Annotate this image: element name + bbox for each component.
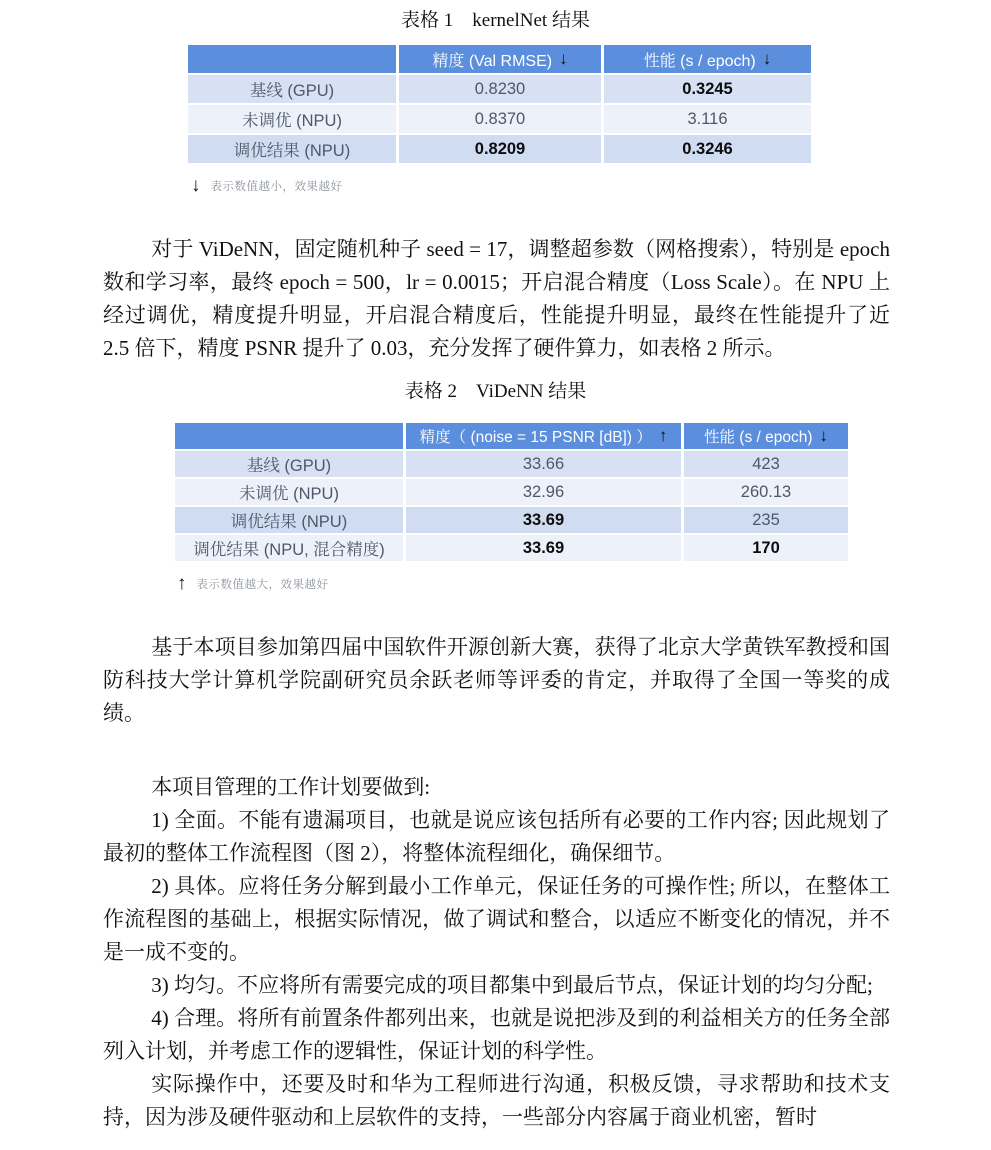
- performance-value: 3.116: [604, 105, 811, 133]
- list-item-specific: 2) 具体。应将任务分解到最小工作单元，保证任务的可操作性; 所以，在整体工作流程图的基础上，根据实际情况，做了调试和整合，以适应不断变化的情况，并不是一成不变的。: [103, 874, 890, 964]
- table2-footnote: [177, 574, 991, 593]
- table2-header-row: [175, 423, 991, 449]
- paragraph-competition-award: 基于本项目参加第四届中国软件开源创新大赛，获得了北京大学黄铁军教授和国防科技大学计算机学院副研究员余跃老师等评委的肯定，并取得了全国一等奖的成绩。: [103, 635, 890, 725]
- table1-caption: 表格 1 kernelNet 结果: [401, 10, 590, 31]
- row-label: 基线 (GPU): [175, 451, 403, 477]
- table1-header-accuracy-cell: [399, 45, 601, 73]
- paragraph-videnn-tuning: 对于 ViDeNN，固定随机种子 seed = 17，调整超参数（网格搜索），特别是 epoch 数和学习率，最终 epoch = 500，lr = 0.0015；开启混合精度（Loss Scale）。在 NPU 上经过调优，精度提升明显，开启混合精度后，性能提升明显，最终在性能提升了近 2.5 倍下，精度 PSNR 提升了 0.03，充分发挥了硬件算力，如表格 2 所示。: [103, 237, 890, 360]
- down-arrow-icon: ↓: [762, 49, 772, 68]
- row-label: 调优结果 (NPU): [188, 135, 396, 163]
- row-label: 基线 (GPU): [188, 75, 396, 103]
- paragraph-plan-heading: 本项目管理的工作计划要做到:: [151, 775, 431, 799]
- accuracy-value: 0.8370: [399, 105, 601, 133]
- performance-value: 170: [684, 535, 848, 561]
- list-item-reasonable: 4) 合理。将所有前置条件都列出来，也就是说把涉及到的利益相关方的任务全部列入计划，并考虑工作的逻辑性，保证计划的科学性。: [103, 1006, 890, 1063]
- table1-header-performance-cell: [604, 45, 811, 73]
- table-row: [175, 535, 991, 561]
- up-arrow-icon: ↑: [658, 426, 668, 445]
- table-row: [188, 135, 991, 163]
- down-arrow-icon: ↓: [191, 175, 201, 196]
- list-item-comprehensive: 1) 全面。不能有遗漏项目，也就是说应该包括所有必要的工作内容; 因此规划了最初的整体工作流程图（图 2），将整体流程细化，确保细节。: [103, 808, 890, 865]
- table1: [188, 45, 991, 163]
- table2-header-accuracy-label: 精度（ (noise = 15 PSNR [dB]) ）: [419, 429, 652, 446]
- table1-header-performance-label: 性能 (s / epoch): [643, 52, 756, 70]
- table1-header-accuracy-label: 精度 (Val RMSE): [432, 52, 553, 70]
- performance-value: 423: [684, 451, 848, 477]
- performance-value: 0.3246: [604, 135, 811, 163]
- accuracy-value: 33.69: [406, 507, 681, 533]
- down-arrow-icon: ↓: [819, 426, 829, 445]
- row-label: 调优结果 (NPU, 混合精度): [175, 535, 403, 561]
- table1-header-row: [188, 45, 991, 73]
- table2-header-performance-cell: [684, 423, 848, 449]
- table-row: [188, 105, 991, 133]
- table2-header-performance-label: 性能 (s / epoch): [703, 429, 813, 446]
- paragraph-practical-operation: 实际操作中，还要及时和华为工程师进行沟通，积极反馈，寻求帮助和技术支持，因为涉及硬件驱动和上层软件的支持，一些部分内容属于商业机密，暂时: [103, 1072, 890, 1129]
- table-row: [175, 451, 991, 477]
- table2: [175, 423, 991, 561]
- down-arrow-icon: ↓: [559, 49, 568, 68]
- performance-value: 260.13: [684, 479, 848, 505]
- table-row: [175, 479, 991, 505]
- table-row: [188, 75, 991, 103]
- accuracy-value: 33.66: [406, 451, 681, 477]
- table-row: [175, 507, 991, 533]
- accuracy-value: 0.8230: [399, 75, 601, 103]
- row-label: 未调优 (NPU): [188, 105, 396, 133]
- list-item-even: 3) 均匀。不应将所有需要完成的项目都集中到最后节点，保证计划的均匀分配;: [151, 973, 873, 997]
- accuracy-value: 0.8209: [399, 135, 601, 163]
- accuracy-value: 32.96: [406, 479, 681, 505]
- table1-footnote: [191, 176, 991, 195]
- table1-footnote-text: 表示数值越小，效果越好: [210, 180, 343, 193]
- table2-caption: 表格 2 ViDeNN 结果: [404, 381, 587, 402]
- performance-value: 0.3245: [604, 75, 811, 103]
- table2-header-label-cell: [175, 423, 403, 449]
- row-label: 未调优 (NPU): [175, 479, 403, 505]
- accuracy-value: 33.69: [406, 535, 681, 561]
- table2-footnote-text: 表示数值越大，效果越好: [196, 578, 329, 591]
- table2-header-accuracy-cell: [406, 423, 681, 449]
- table1-header-label-cell: [188, 45, 396, 73]
- performance-value: 235: [684, 507, 848, 533]
- up-arrow-icon: ↑: [177, 573, 187, 594]
- row-label: 调优结果 (NPU): [175, 507, 403, 533]
